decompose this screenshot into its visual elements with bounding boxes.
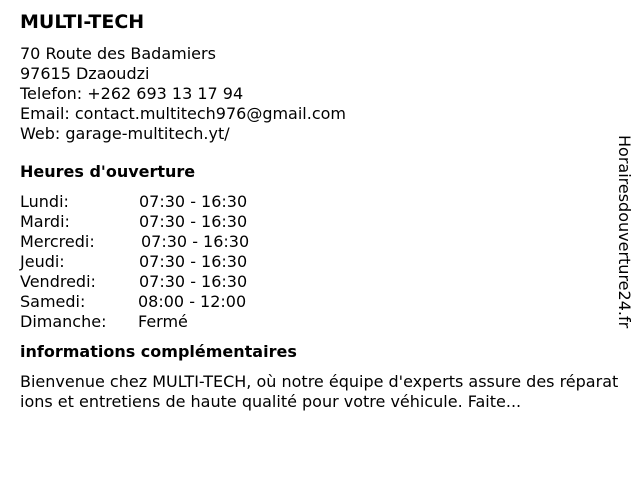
hours-row-thursday <box>20 252 620 272</box>
hours-row-saturday <box>20 292 620 312</box>
hours-row-monday <box>20 192 620 212</box>
web-line: Web: garage-multitech.yt/ <box>20 124 230 143</box>
day-label: Lundi: <box>20 192 69 211</box>
time-value: 07:30 - 16:30 <box>141 232 250 251</box>
time-value: 07:30 - 16:30 <box>139 272 248 291</box>
day-label: Jeudi: <box>20 252 65 271</box>
hours-row-friday <box>20 272 620 292</box>
time-value: 07:30 - 16:30 <box>139 252 248 271</box>
hours-row-sunday <box>20 312 620 332</box>
time-value: 07:30 - 16:30 <box>139 212 248 231</box>
email-line: Email: contact.multitech976@gmail.com <box>20 104 347 123</box>
day-label: Vendredi: <box>20 272 96 291</box>
day-label: Mercredi: <box>20 232 95 251</box>
time-value: Fermé <box>138 312 188 331</box>
info-description: Bienvenue chez MULTI-TECH, où notre équipe d'experts assure des réparations et entretiens de haute qualité pour votre véhicule. Faite... <box>20 372 619 411</box>
day-label: Mardi: <box>20 212 70 231</box>
business-name: MULTI-TECH <box>20 11 145 33</box>
info-heading: informations complémentaires <box>20 342 297 361</box>
address-city: 97615 Dzaoudzi <box>20 64 150 83</box>
time-value: 08:00 - 12:00 <box>138 292 247 311</box>
phone-line: Telefon: +262 693 13 17 94 <box>20 84 244 103</box>
address-street: 70 Route des Badamiers <box>20 44 216 63</box>
site-watermark: Horairesdouverture24.fr <box>615 135 634 329</box>
hours-row-tuesday <box>20 212 620 232</box>
hours-row-wednesday <box>20 232 620 252</box>
day-label: Samedi: <box>20 292 86 311</box>
day-label: Dimanche: <box>20 312 107 331</box>
hours-table <box>20 192 620 332</box>
time-value: 07:30 - 16:30 <box>139 192 248 211</box>
business-card <box>20 10 620 412</box>
hours-heading: Heures d'ouverture <box>20 162 196 181</box>
